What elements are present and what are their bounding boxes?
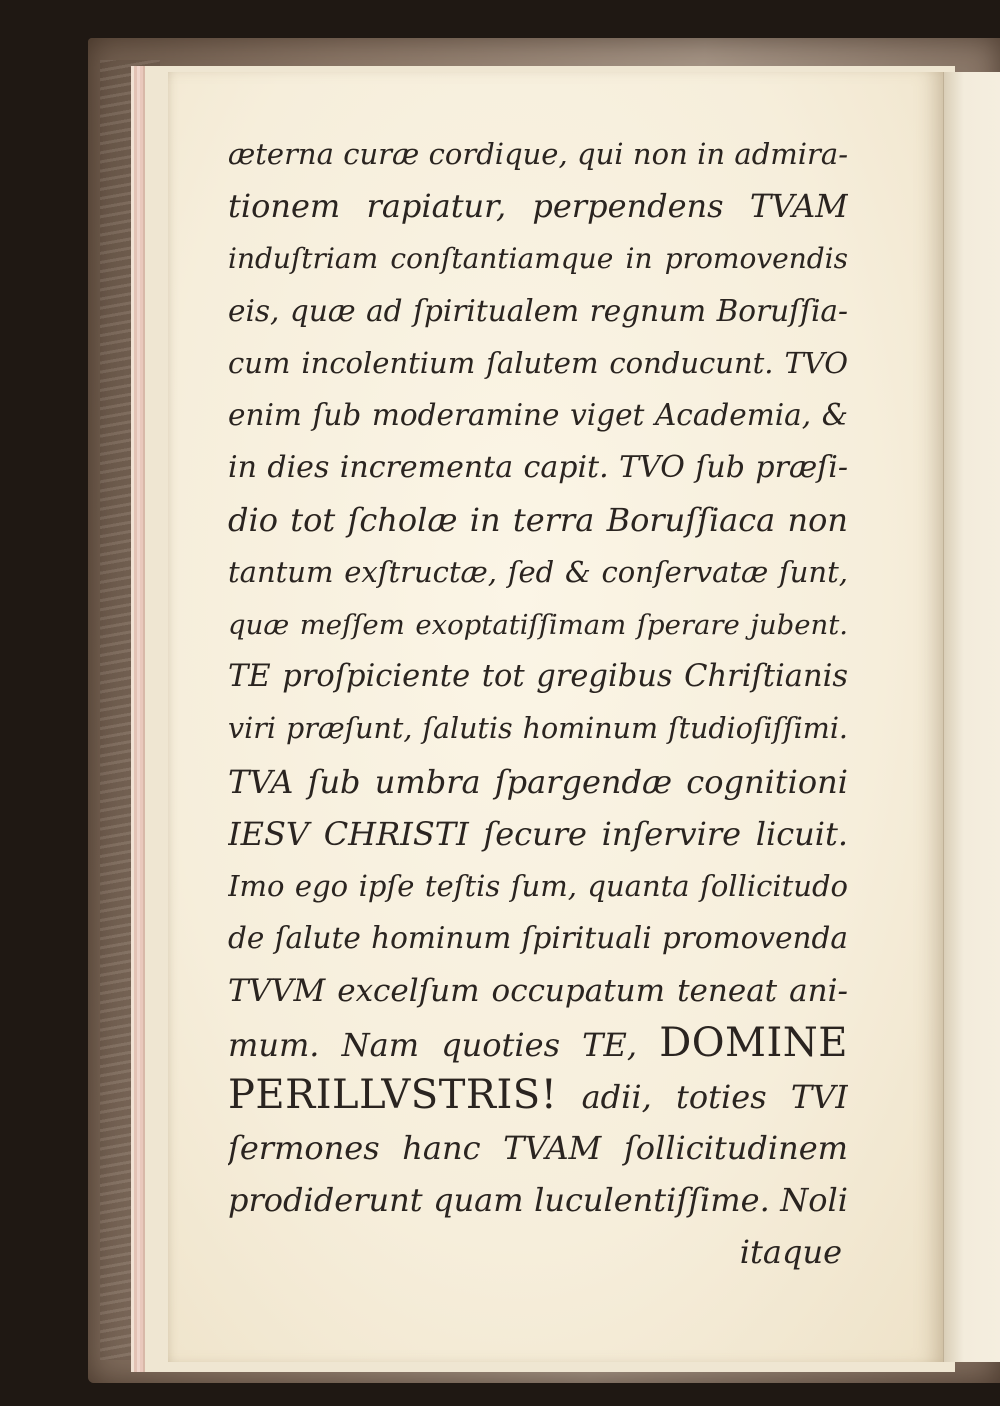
text-line: viri præſunt, ſalutis hominum ſtudioſiſſimi. xyxy=(228,712,848,746)
text-line: Imo ego ipſe teſtis ſum, quanta ſollicitudo xyxy=(228,869,848,904)
text-line: dio tot ſcholæ in terra Boruſſiaca non xyxy=(228,501,848,540)
text-line: in dies incrementa capit. TVO ſub præſi- xyxy=(228,449,848,485)
text-line: de ſalute hominum ſpirituali promovenda xyxy=(228,921,848,956)
line-suffix: adii, toties TVI xyxy=(581,1078,848,1117)
text-line: TE proſpiciente tot gregibus Chriſtianis xyxy=(228,658,848,694)
page-text xyxy=(228,128,848,1279)
perillustris-word: PERILLVSTRIS! xyxy=(228,1072,558,1119)
catchword: itaque xyxy=(739,1233,842,1272)
text-line: tionem rapiatur, perpendens TVAM xyxy=(228,187,848,226)
text-line: TVA ſub umbra ſpargendæ cognitioni xyxy=(228,762,848,801)
text-line: ſermones hanc TVAM ſollicitudinem xyxy=(228,1128,848,1167)
next-page-edge xyxy=(943,72,1000,1362)
text-line: tantum exſtructæ, ſed & conſervatæ ſunt, xyxy=(228,555,848,590)
line-prefix: mum. Nam quoties TE, xyxy=(228,1026,638,1065)
domine-word: DOMINE xyxy=(659,1020,848,1067)
text-line: prodiderunt quam luculentiſſime. Noli xyxy=(228,1180,848,1219)
text-line-domine xyxy=(228,1017,848,1069)
text-line: enim ſub moderamine viget Academia, & xyxy=(228,398,848,433)
text-line: IESV CHRISTI ſecure inſervire licuit. xyxy=(228,814,848,853)
text-line-perillustris xyxy=(228,1069,848,1121)
text-line: quæ meſſem exoptatiſſimam ſperare jubent. xyxy=(228,608,848,641)
text-line: TVVM excelſum occupatum teneat ani- xyxy=(228,972,848,1009)
text-line: induſtriam conſtantiamque in promovendis xyxy=(228,241,848,275)
text-line: cum incolentium ſalutem conducunt. TVO xyxy=(228,346,848,381)
text-line: eis, quæ ad ſpiritualem regnum Boruſſia- xyxy=(228,293,848,328)
text-line: æterna curæ cordique, qui non in admira- xyxy=(228,137,848,171)
